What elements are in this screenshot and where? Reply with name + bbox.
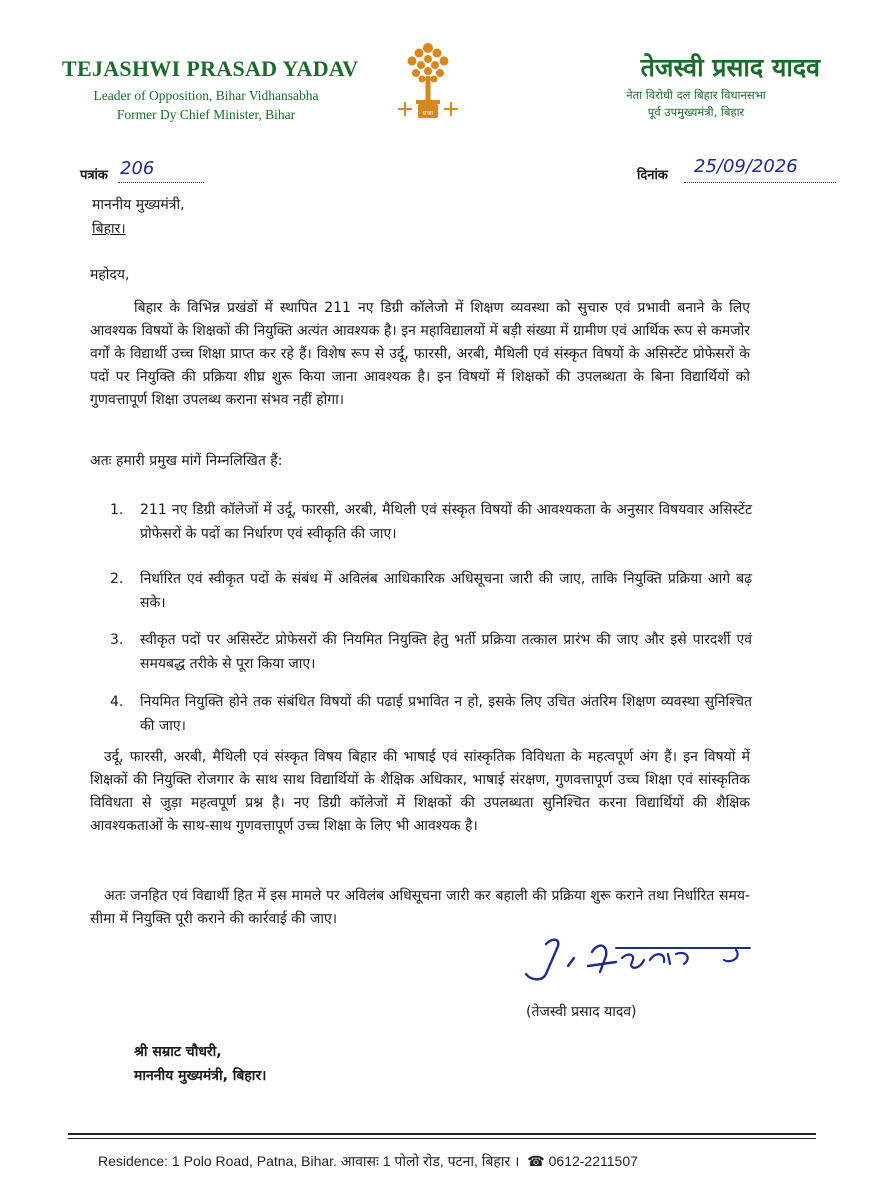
recipient-name: श्री सम्राट चौधरी, bbox=[134, 1044, 222, 1060]
list-number: 2. bbox=[110, 571, 124, 587]
list-item bbox=[112, 567, 752, 615]
footer-residence: Residence: 1 Polo Road, Patna, Bihar. आवासः 1 पोलो रोड, पटना, बिहार । bbox=[98, 1153, 520, 1169]
letterhead-english-line2: Former Dy Chief Minister, Bihar bbox=[116, 107, 296, 122]
date-value: 25/09/2026 bbox=[694, 156, 798, 177]
letterhead-hindi-line2: पूर्व उपमुख्यमंत्री, बिहार bbox=[647, 105, 745, 119]
ref-field bbox=[118, 160, 204, 183]
list-item bbox=[112, 690, 752, 738]
lantern-tree-logo-icon bbox=[388, 40, 468, 126]
letterhead-hindi-line1: नेता विरोधी दल बिहार विधानसभा bbox=[626, 88, 766, 102]
footer-divider bbox=[68, 1133, 816, 1135]
letterhead-english-line1: Leader of Opposition, Bihar Vidhansabha bbox=[93, 88, 319, 103]
list-number: 4. bbox=[110, 694, 124, 710]
list-number: 1. bbox=[110, 502, 124, 518]
phone-icon: ☎ bbox=[527, 1153, 545, 1169]
list-text: नियमित नियुक्ति होने तक संबंधित विषयों की पढाई प्रभावित न हो, इसके लिए उचित अंतरिम शिक्षण व्यवस्था सुनिश्चित की जाए। bbox=[140, 694, 752, 734]
ref-label: पत्रांक bbox=[80, 168, 108, 183]
letterhead-english-name: TEJASHWI PRASAD YADAV bbox=[62, 56, 359, 81]
list-number: 3. bbox=[110, 632, 124, 648]
addressee-state: बिहार। bbox=[92, 221, 126, 237]
list-text: स्वीकृत पदों पर असिस्टेंट प्रोफेसरों की नियमित नियुक्ति हेतु भर्ती प्रक्रिया तत्काल प्रारंभ की जाए और इसे पारदर्शी एवं समयबद्ध तरीके से पूरा किया जाए। bbox=[140, 632, 752, 672]
handwritten-signature-icon bbox=[516, 930, 756, 990]
logo-text: प्रजा bbox=[422, 109, 434, 117]
date-field bbox=[684, 156, 836, 183]
body-paragraph-1: बिहार के विभिन्न प्रखंडों में स्थापित 211 नए डिग्री कॉलेजो में शिक्षण व्यवस्था को सुचारु एवं प्रभावी बनाने के लिए आवश्यक विषयों के शिक्षकों की नियुक्ति अत्यंत आवश्यक है। इन महाविद्यालयों में बड़ी संख्या में ग्रामीण एवं आर्थिक रूप से कमजोर वर्गों के विद्यार्थी उच्च शिक्षा प्राप्त कर रहे हैं। विशेष रूप से उर्दू, फारसी, अरबी, मैथिली एवं संस्कृत विषयों के असिस्टेंट प्रोफेसरों के पदों पर नियुक्ति की प्रक्रिया शीघ्र शुरू किया जाना आवश्यक है। इन विषयों में शिक्षकों की उपलब्धता के बिना विद्यार्थियों को गुणवत्तापूर्ण शिक्षा उपलब्ध कराना संभव नहीं होगा। bbox=[90, 300, 750, 408]
list-item bbox=[112, 498, 752, 546]
body-paragraph-2: उर्दू, फारसी, अरबी, मैथिली एवं संस्कृत विषय बिहार की भाषाई एवं सांस्कृतिक विविधता के महत्वपूर्ण अंग हैं। इन विषयों में शिक्षकों की नियुक्ति रोजगार के साथ साथ विद्यार्थियों के शैक्षिक अधिकार, भाषाई संरक्षण, गुणवत्तापूर्ण उच्च शिक्षा एवं सांस्कृतिक विविधता से जुड़ा महत्वपूर्ण प्रश्न है। नए डिग्री कॉलेजों में शिक्षकों की उपलब्धता सुनिश्चित करना विद्यार्थियों की शैक्षिक आवश्यकताओं के साथ-साथ गुणवत्तापूर्ण उच्च शिक्षा के लिए भी आवश्यक है। bbox=[90, 749, 750, 834]
footer-phone: 0612-2211507 bbox=[548, 1153, 638, 1169]
ref-number: 206 bbox=[120, 158, 155, 179]
signature bbox=[516, 930, 756, 990]
footer-divider bbox=[68, 1138, 816, 1139]
body-paragraph-3: अतः जनहित एवं विद्यार्थी हित में इस मामले पर अविलंब अधिसूचना जारी कर बहाली की प्रक्रिया शुरू कराने तथा निर्धारित समय-सीमा में नियुक्ति पूरी कराने की कार्रवाई की जाए। bbox=[90, 888, 750, 927]
demands-intro: अतः हमारी प्रमुख मांगें निम्नलिखित हैं: bbox=[90, 453, 283, 469]
list-text: निर्धारित एवं स्वीकृत पदों के संबंध में अविलंब आधिकारिक अधिसूचना जारी की जाए, ताकि नियुक्ति प्रक्रिया आगे बढ़ सके। bbox=[140, 571, 752, 611]
addressee-title: माननीय मुख्यमंत्री, bbox=[92, 197, 185, 213]
date-label: दिनांक bbox=[637, 168, 668, 183]
recipient-title: माननीय मुख्यमंत्री, बिहार। bbox=[134, 1068, 267, 1084]
list-text: 211 नए डिग्री कॉलेजों में उर्दू, फारसी, अरबी, मैथिली एवं संस्कृत विषयों की आवश्यकता के अनुसार विषयवार असिस्टेंट प्रोफेसरों के पदों का निर्धारण एवं स्वीकृति की जाए। bbox=[140, 502, 752, 542]
letterhead-hindi-name: तेजस्वी प्रसाद यादव bbox=[640, 53, 820, 82]
party-logo bbox=[388, 40, 468, 126]
signatory-name: (तेजस्वी प्रसाद यादव) bbox=[526, 1004, 637, 1020]
list-item bbox=[112, 628, 752, 676]
footer-address bbox=[98, 1152, 638, 1171]
salutation: महोदय, bbox=[90, 267, 130, 283]
